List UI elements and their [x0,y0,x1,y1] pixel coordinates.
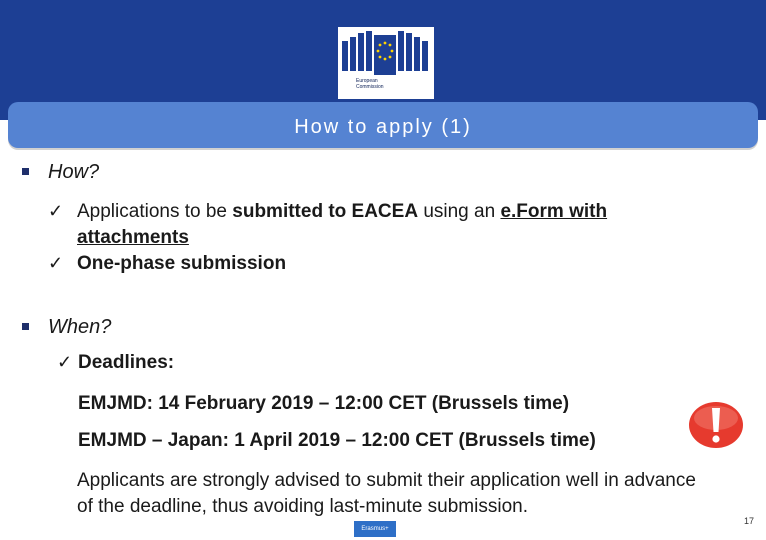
how-item-1-text-a: Applications to be [77,201,233,222]
deadline-emjmd-japan: EMJMD – Japan: 1 April 2019 – 12:00 CET (Brussels time) [78,430,596,451]
how-item-1-text-c: using an [418,201,501,222]
attachments-link[interactable]: attachments [77,227,189,248]
deadlines-label: Deadlines: [78,352,175,373]
deadline-emjmd: EMJMD: 14 February 2019 – 12:00 CET (Brussels time) [78,393,570,414]
square-bullet-icon [22,168,29,175]
square-bullet-icon [22,323,29,330]
how-heading: How? [48,161,100,183]
how-item-1-text-b: submitted to EACEA [232,201,419,222]
title-bar [8,102,758,148]
slide-title: How to apply (1) [294,116,472,138]
when-heading: When? [48,316,112,338]
eform-link[interactable]: e.Form with [500,201,608,222]
check-icon: ✓ [48,253,64,273]
page-number: 17 [744,516,755,526]
advice-text: Applicants are strongly advised to submit their application well in advance of the deadline, thus avoiding last-minute submission. [77,470,696,517]
check-icon: ✓ [57,352,73,372]
exclamation-warning-icon [688,400,744,450]
logo-text [356,78,400,90]
how-item-1 [77,201,607,223]
logo-text-line-2: Commission [356,84,384,90]
check-icon: ✓ [48,201,64,221]
logo-text-line-1: European [356,78,378,84]
erasmus-logo: Erasmus+ [354,521,396,537]
how-item-2: One-phase submission [77,253,287,274]
